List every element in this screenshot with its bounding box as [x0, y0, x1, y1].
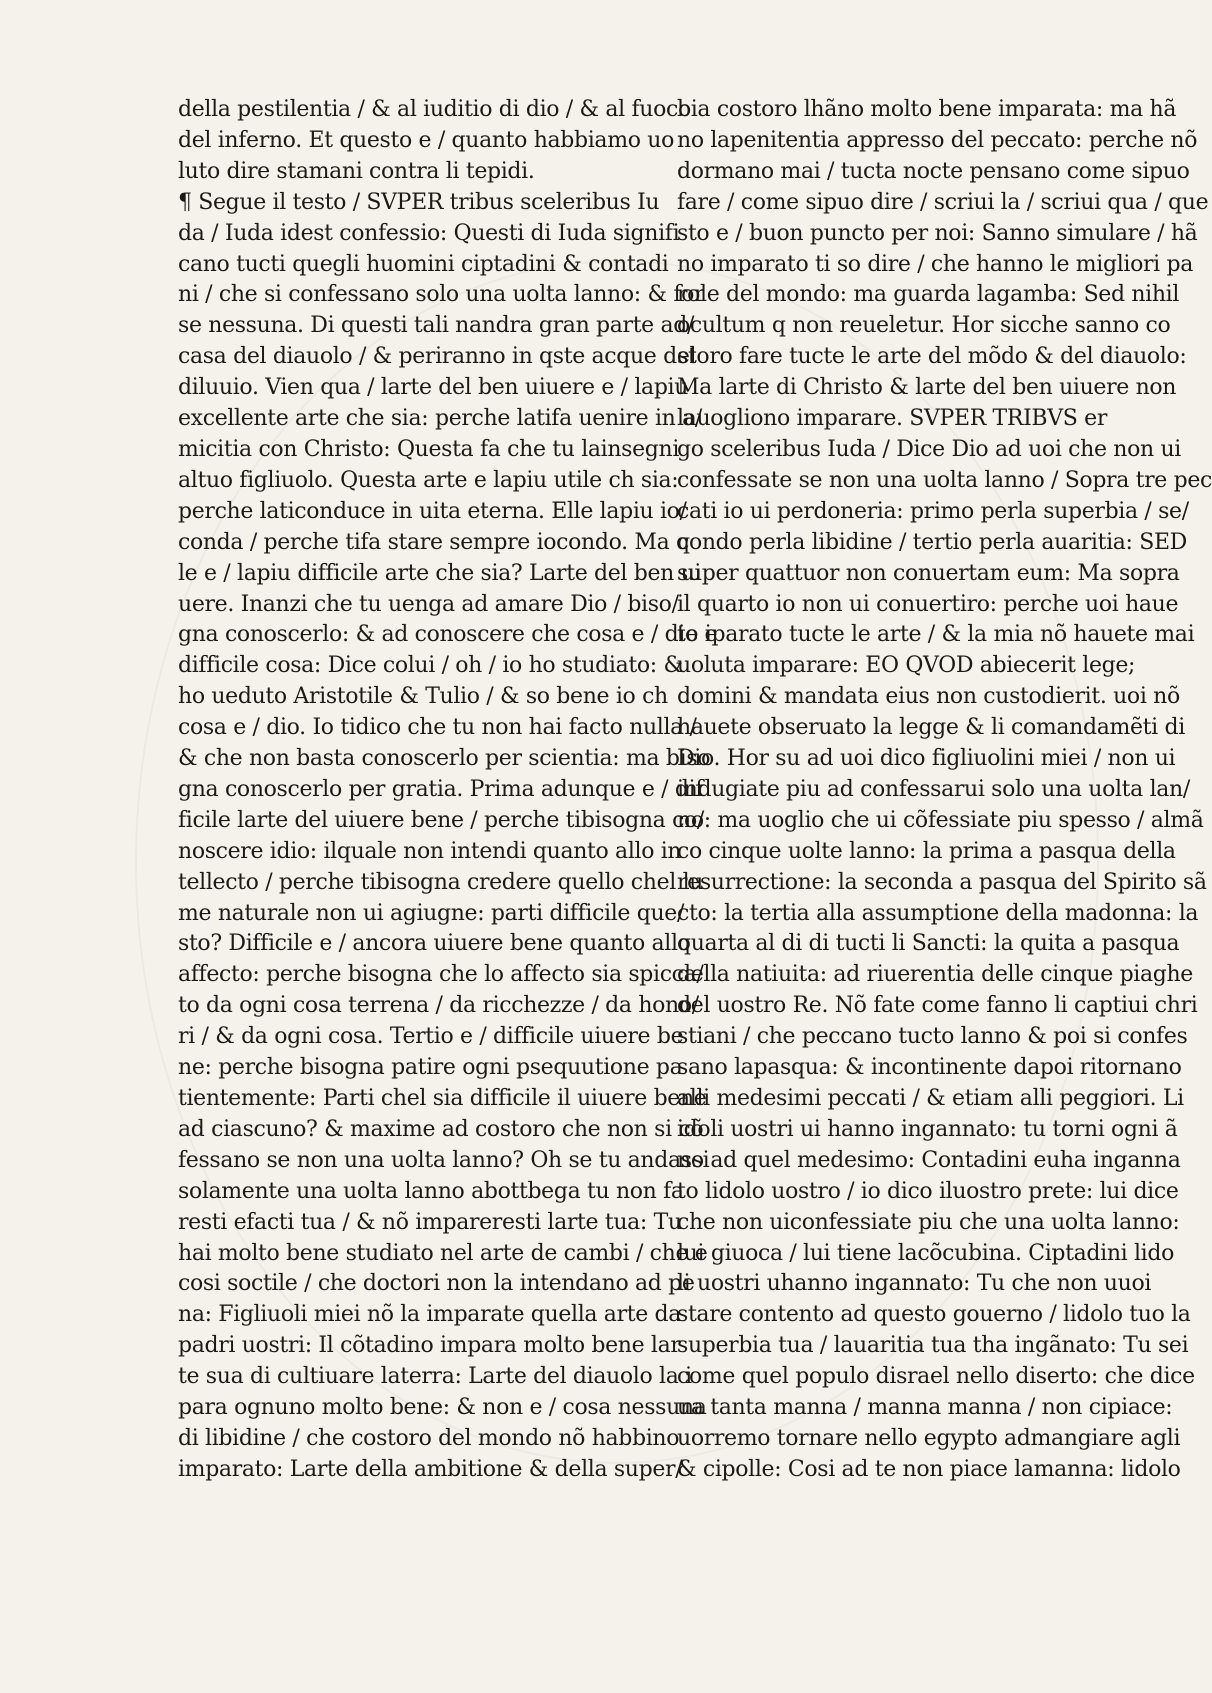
text-line: quarta al di di tucti li Sancti: la quita a pasqua	[677, 931, 1180, 957]
text-line: & cipolle: Cosi ad te non piace lamanna: lidolo	[677, 1456, 1181, 1482]
text-line: imparato: Larte della ambitione & della super/	[178, 1456, 683, 1482]
right-text-column	[677, 95, 1212, 1486]
text-line: altuo figliuolo. Questa arte e lapiu utile ch sia:	[178, 467, 679, 493]
text-line: to lidolo uostro / io dico iluostro prete: lui dice	[677, 1178, 1179, 1204]
text-line: di libidine / che costoro del mondo nõ habbino	[178, 1425, 680, 1451]
text-line: ri / & da ogni cosa. Tertio e / difficile uiuere be	[178, 1024, 684, 1050]
text-line: co cinque uolte lanno: la prima a pasqua della	[677, 838, 1176, 864]
text-line: se nessuna. Di questi tali nandra gran parte ad/	[178, 313, 695, 339]
text-line: come quel populo disrael nello diserto: che dice	[677, 1364, 1195, 1390]
text-line: della pestilentia / & al iuditio di dio / & al fuoco	[178, 97, 691, 122]
text-line: che non uiconfessiate piu che una uolta lanno:	[677, 1209, 1180, 1235]
text-line: ni / che si confessano solo una uolta lanno: & for	[178, 282, 705, 308]
text-line: super quattuor non conuertam eum: Ma sopra	[677, 560, 1180, 586]
text-line: fare / come sipuo dire / scriui la / scriui qua / que	[677, 189, 1209, 215]
text-line: uere. Inanzi che tu uenga ad amare Dio / biso/	[178, 591, 679, 617]
text-line: ne: perche bisogna patire ogni psequutione pa	[178, 1055, 683, 1081]
text-line: da / Iuda idest confessio: Questi di Iuda signifi	[178, 220, 680, 246]
text-line: del inferno. Et questo e / quanto habbiamo uo	[178, 127, 674, 153]
left-text-column	[178, 95, 718, 1486]
text-line: stiani / che peccano tucto lanno & poi si confes	[677, 1024, 1188, 1050]
text-line: le e / lapiu difficile arte che sia? Larte del ben ui	[178, 560, 702, 586]
text-line: dormano mai / tucta nocte pensano come sipuo	[677, 158, 1190, 184]
text-line: te sua di cultiuare laterra: Larte del diauolo la i	[178, 1364, 692, 1390]
text-line: ua tanta manna / manna manna / non cipiace:	[677, 1395, 1173, 1421]
text-line: no: ma uoglio che ui cõfessiate piu spesso / almã	[677, 807, 1204, 833]
text-line: domini & mandata eius non custodierit. uoi nõ	[677, 684, 1180, 710]
text-line: resurrectione: la seconda a pasqua del Spirito sã	[677, 869, 1207, 895]
text-line: me naturale non ui agiugne: parti difficile que/	[178, 900, 685, 926]
text-line: confessate se non una uolta lanno / Sopra tre pec	[677, 467, 1212, 493]
text-line: perche laticonduce in uita eterna. Elle lapiu io/	[178, 498, 687, 524]
text-line: luto dire stamani contra li tepidi.	[178, 158, 535, 184]
text-line: excellente arte che sia: perche latifa uenire in a/	[178, 406, 702, 432]
text-line: ad ciascuno? & maxime ad costoro che non si cõ	[178, 1116, 704, 1142]
text-line: storo fare tucte le arte del mõdo & del diauolo:	[677, 344, 1187, 370]
text-line: solamente una uolta lanno abottbega tu non fa	[178, 1178, 684, 1204]
text-line: uoluta imparare: EO QVOD abiecerit lege;	[677, 653, 1136, 679]
text-line: micitia con Christo: Questa fa che tu lainsegni	[178, 436, 680, 462]
text-line: no lapenitentia appresso del peccato: perche nõ	[677, 127, 1198, 153]
text-line: bia costoro lhãno molto bene imparata: ma hã	[677, 97, 1177, 122]
text-line: stare contento ad questo gouerno / lidolo tuo la	[677, 1302, 1191, 1328]
text-line: fessano se non una uolta lanno? Oh se tu andassi	[178, 1147, 710, 1173]
text-line: no imparato ti so dire / che hanno le migliori pa	[677, 251, 1193, 277]
text-line: lui giuoca / lui tiene lacõcubina. Ciptadini lido	[677, 1240, 1174, 1266]
text-line: go sceleribus Iuda / Dice Dio ad uoi che non ui	[677, 436, 1181, 462]
text-line: il quarto io non ui conuertiro: perche uoi haue	[677, 591, 1179, 617]
text-line: idoli uostri ui hanno ingannato: tu torni ogni ã	[677, 1116, 1178, 1142]
text-line: della natiuita: ad riuerentia delle cinque piaghe	[677, 962, 1193, 988]
text-line: li uostri uhanno ingannato: Tu che non uuoi	[677, 1271, 1152, 1297]
text-line: alli medesimi peccati / & etiam alli peggiori. Li	[677, 1086, 1184, 1111]
text-line: affecto: perche bisogna che lo affecto sia spicca/	[178, 962, 704, 988]
text-line: para ognuno molto bene: & non e / cosa nessuna	[178, 1395, 707, 1421]
text-line: cto: la tertia alla assumptione della madonna: la	[677, 900, 1199, 926]
text-line: to da ogni cosa terrena / da ricchezze / da hono/	[178, 993, 699, 1019]
text-line: padri uostri: Il cõtadino impara molto bene lar	[178, 1333, 681, 1359]
text-line: te iparato tucte le arte / & la mia nõ hauete mai	[677, 622, 1195, 648]
text-line: diluuio. Vien qua / larte del ben uiuere e / lapiu	[178, 375, 689, 401]
text-line: tientemente: Parti chel sia difficile il uiuere bene	[178, 1086, 707, 1111]
text-line: conda / perche tifa stare sempre iocondo. Ma q	[178, 529, 690, 555]
text-line: ficile larte del uiuere bene / perche tibisogna co/	[178, 807, 704, 833]
text-line: gna conoscerlo: & ad conoscere che cosa e / dio e	[178, 622, 718, 648]
text-line: cosi soctile / che doctori non la intendano ad pe	[178, 1271, 695, 1297]
text-line: hai molto bene studiato nel arte de cambi / che e	[178, 1240, 708, 1266]
text-line: tellecto / perche tibisogna credere quello chel lu	[178, 869, 704, 895]
text-line: ocultum q non reueletur. Hor sicche sanno co	[677, 313, 1171, 339]
text-line: cano tucti quegli huomini ciptadini & contadi	[178, 251, 669, 277]
text-line: superbia tua / lauaritia tua tha ingãnato: Tu sei	[677, 1333, 1189, 1359]
text-line: sto e / buon puncto per noi: Sanno simulare / hã	[677, 220, 1198, 246]
text-line: noscere idio: ilquale non intendi quanto allo in	[178, 838, 682, 864]
text-line: resti efacti tua / & nõ impareresti larte tua: Tu	[178, 1209, 682, 1235]
text-line: Dio. Hor su ad uoi dico figliuolini miei / non ui	[677, 746, 1176, 772]
text-line: sano lapasqua: & incontinente dapoi ritornano	[677, 1055, 1182, 1081]
text-line: hauete obseruato la legge & li comandamẽti di	[677, 715, 1185, 741]
text-line: casa del diauolo / & periranno in qste acque del	[178, 344, 697, 370]
text-line: & che non basta conoscerlo per scientia: ma biso	[178, 746, 711, 772]
text-line: ho ueduto Aristotile & Tulio / & so bene io ch	[178, 684, 668, 710]
text-line: ¶ Segue il testo / SVPER tribus sceleribus Iu	[178, 189, 660, 215]
text-line: cati io ui perdoneria: primo perla superbia / se/	[677, 498, 1189, 524]
text-line: del uostro Re. Nõ fate come fanno li captiui chri	[677, 993, 1198, 1019]
text-line: condo perla libidine / tertio perla auaritia: SED	[677, 529, 1187, 555]
text-line: indugiate piu ad confessarui solo una uolta lan/	[677, 776, 1190, 802]
text-line: uorremo tornare nello egypto admangiare agli	[677, 1425, 1181, 1451]
text-line: role del mondo: ma guarda lagamba: Sed nihil	[677, 282, 1180, 308]
text-line: no ad quel medesimo: Contadini euha inganna	[677, 1147, 1181, 1173]
text-line: difficile cosa: Dice colui / oh / io ho studiato: &	[178, 653, 683, 679]
text-line: sto? Difficile e / ancora uiuere bene quanto allo	[178, 931, 691, 957]
text-line: Ma larte di Christo & larte del ben uiuere non	[677, 375, 1177, 401]
text-line: gna conoscerlo per gratia. Prima adunque e / dif	[178, 776, 704, 802]
text-line: cosa e / dio. Io tidico che tu non hai facto nulla /	[178, 715, 697, 741]
text-line: na: Figliuoli miei nõ la imparate quella arte da	[178, 1302, 682, 1328]
text-line: lauogliono imparare. SVPER TRIBVS er	[677, 406, 1107, 432]
